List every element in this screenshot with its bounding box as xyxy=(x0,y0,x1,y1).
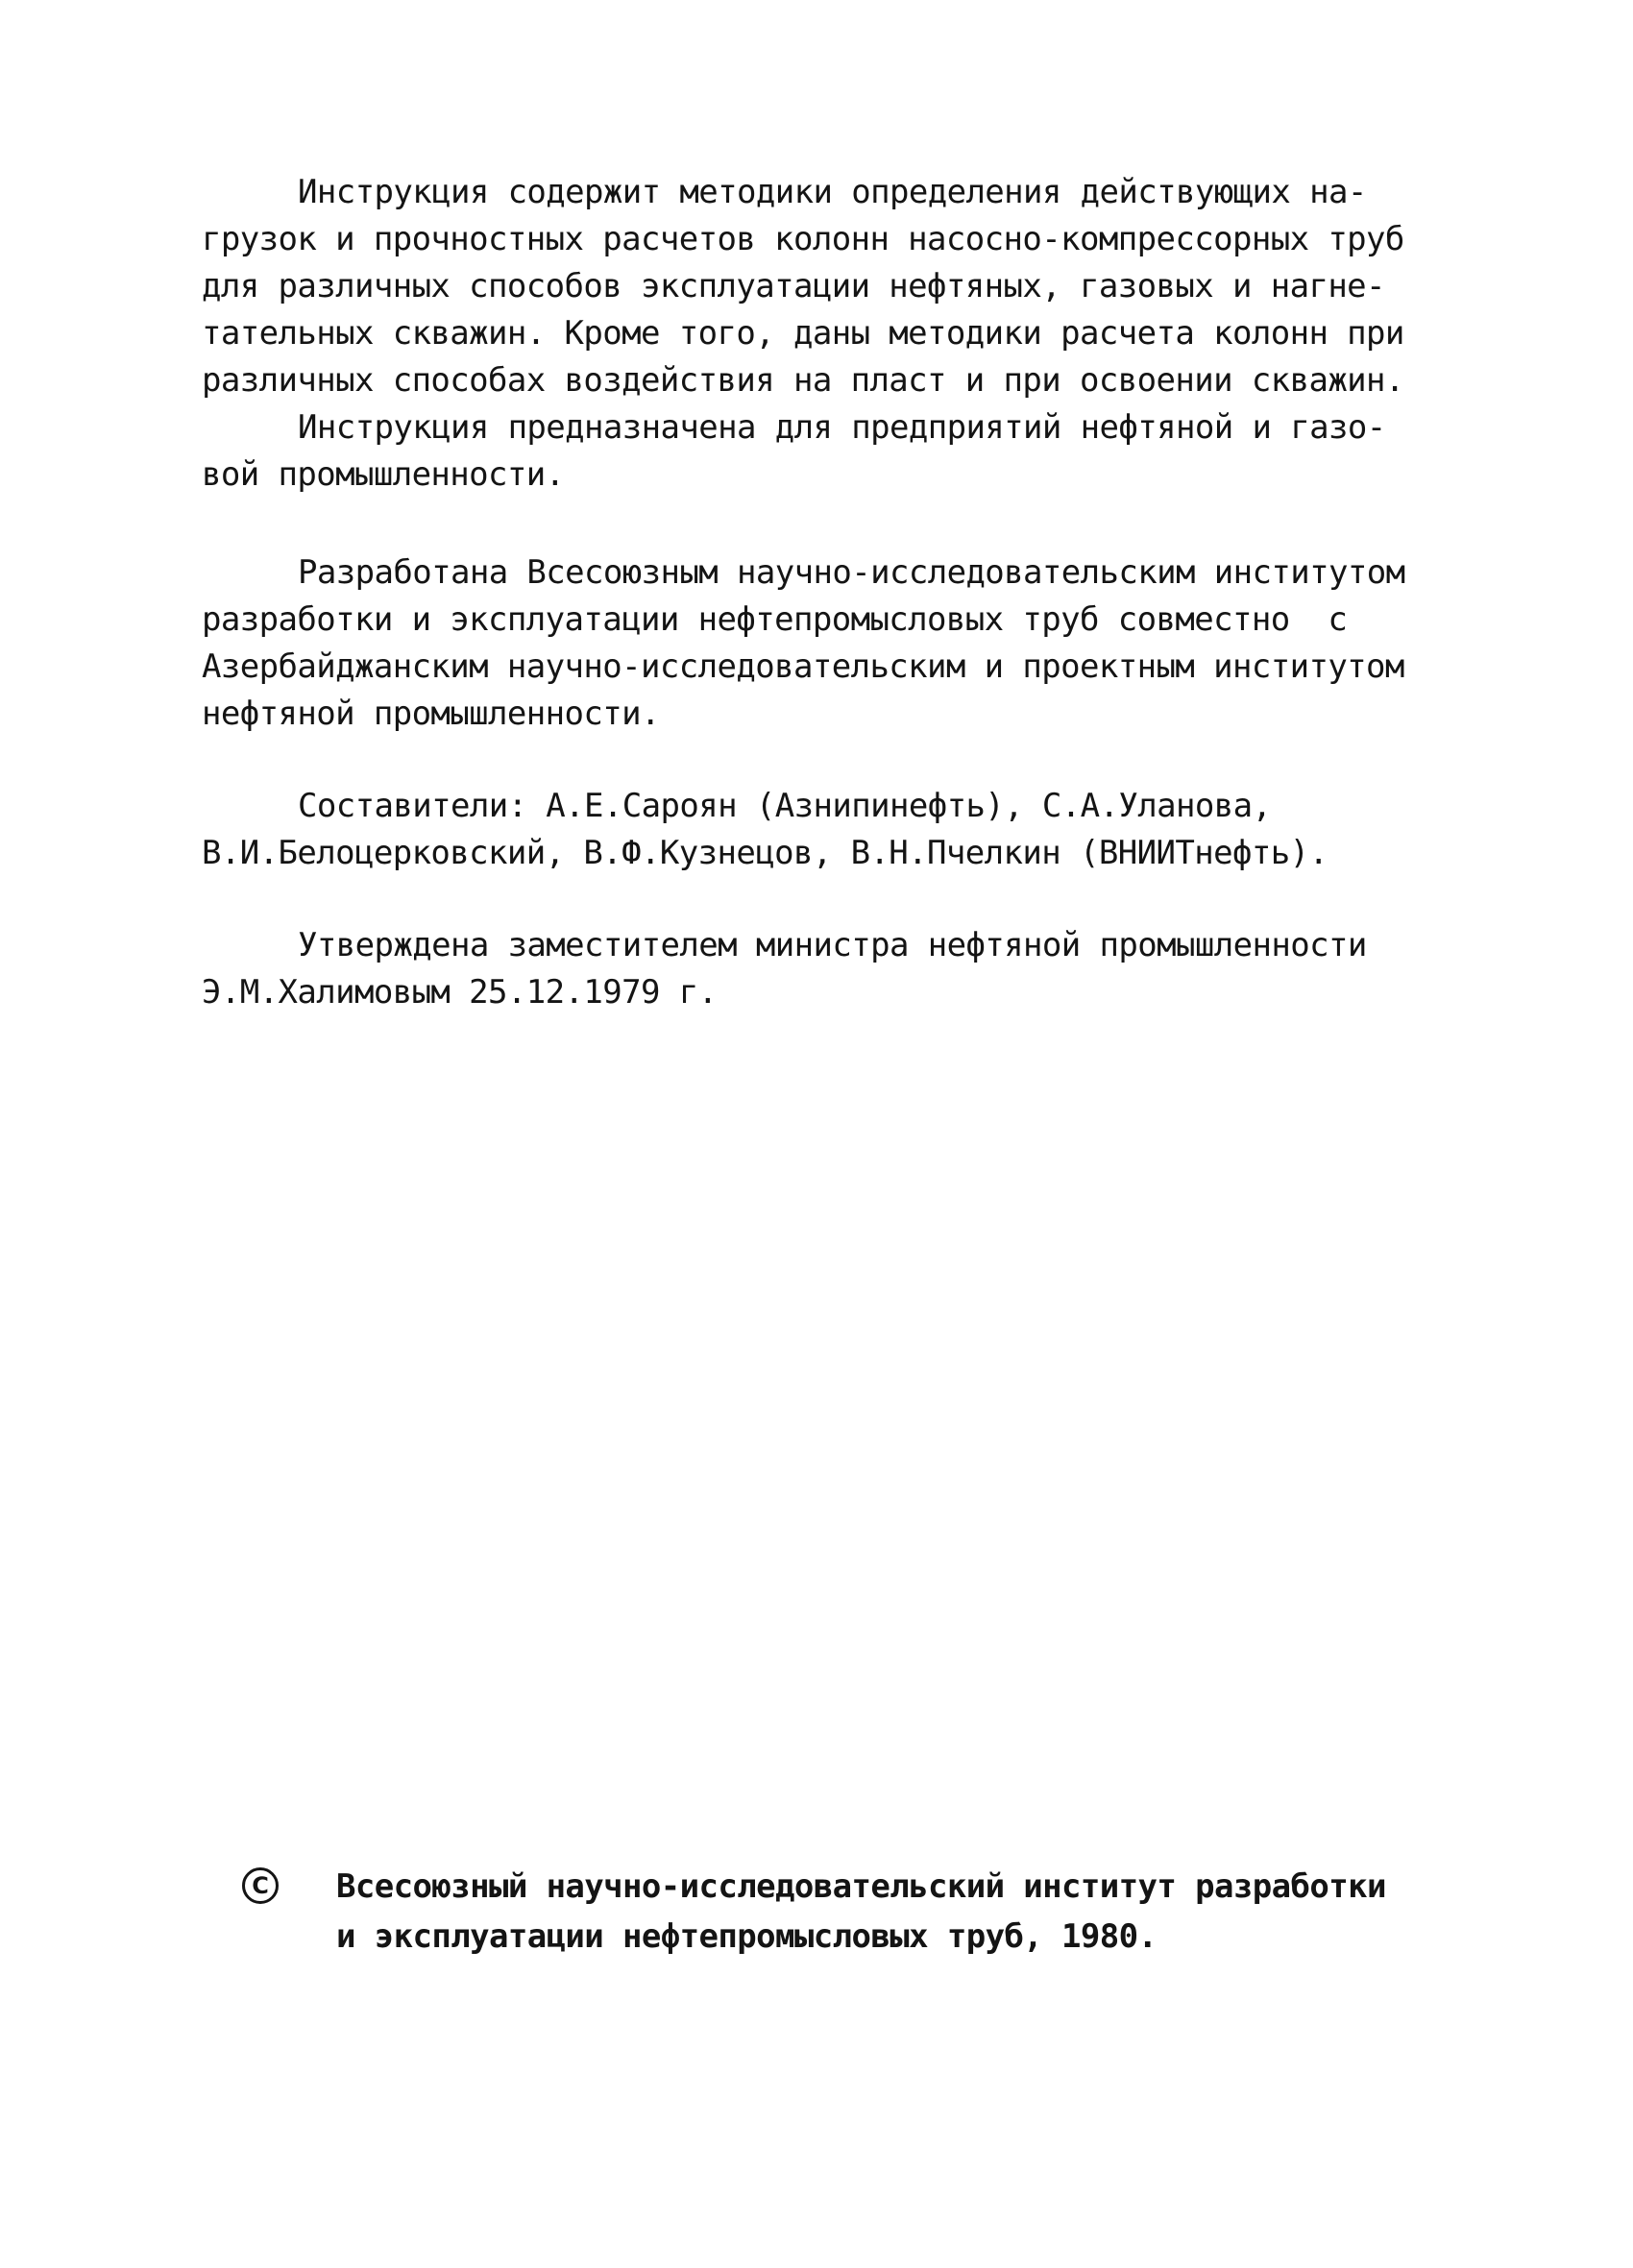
approval-section xyxy=(202,922,1441,1016)
annotation-section xyxy=(202,169,1441,499)
copyright-text xyxy=(336,1862,1450,1962)
developer-section xyxy=(202,549,1441,738)
annotation-line: для различных способов эксплуатации нефтяных, газовых и нагне- xyxy=(202,267,1385,305)
authors-line: В.И.Белоцерковский, В.Ф.Кузнецов, В.Н.Пчелкин (ВНИИТнефть). xyxy=(202,834,1328,872)
copyright-icon: C xyxy=(242,1867,279,1904)
copyright-line: Всесоюзный научно-исследовательский институт разработки xyxy=(336,1867,1386,1906)
approval-line: Э.М.Халимовым 25.12.1979 г. xyxy=(202,973,718,1012)
approval-line: Утверждена заместителем министра нефтяной промышленности xyxy=(298,926,1367,964)
developer-line: Азербайджанским научно-исследовательским и проектным институтом xyxy=(202,647,1404,686)
annotation-line: Инструкция содержит методики определения действующих на- xyxy=(298,173,1367,211)
annotation-line: тательных скважин. Кроме того, даны методики расчета колонн при xyxy=(202,314,1404,353)
annotation-line: грузок и прочностных расчетов колонн насосно-компрессорных труб xyxy=(202,220,1404,258)
purpose-line: Инструкция предназначена для предприятий нефтяной и газо- xyxy=(298,408,1386,447)
annotation-line: различных способах воздействия на пласт и при освоении скважин. xyxy=(202,361,1404,400)
copyright-line: и эксплуатации нефтепромысловых труб, 1980. xyxy=(336,1917,1158,1956)
authors-line: Составители: А.Е.Сароян (Азнипинефть), С.А.Уланова, xyxy=(298,787,1272,825)
purpose-line: вой промышленности. xyxy=(202,455,565,494)
authors-section xyxy=(202,783,1441,877)
developer-line: нефтяной промышленности. xyxy=(202,695,660,733)
developer-line: разработки и эксплуатации нефтепромысловых труб совместно с xyxy=(202,600,1348,639)
developer-line: Разработана Всесоюзным научно-исследовательским институтом xyxy=(298,553,1405,592)
